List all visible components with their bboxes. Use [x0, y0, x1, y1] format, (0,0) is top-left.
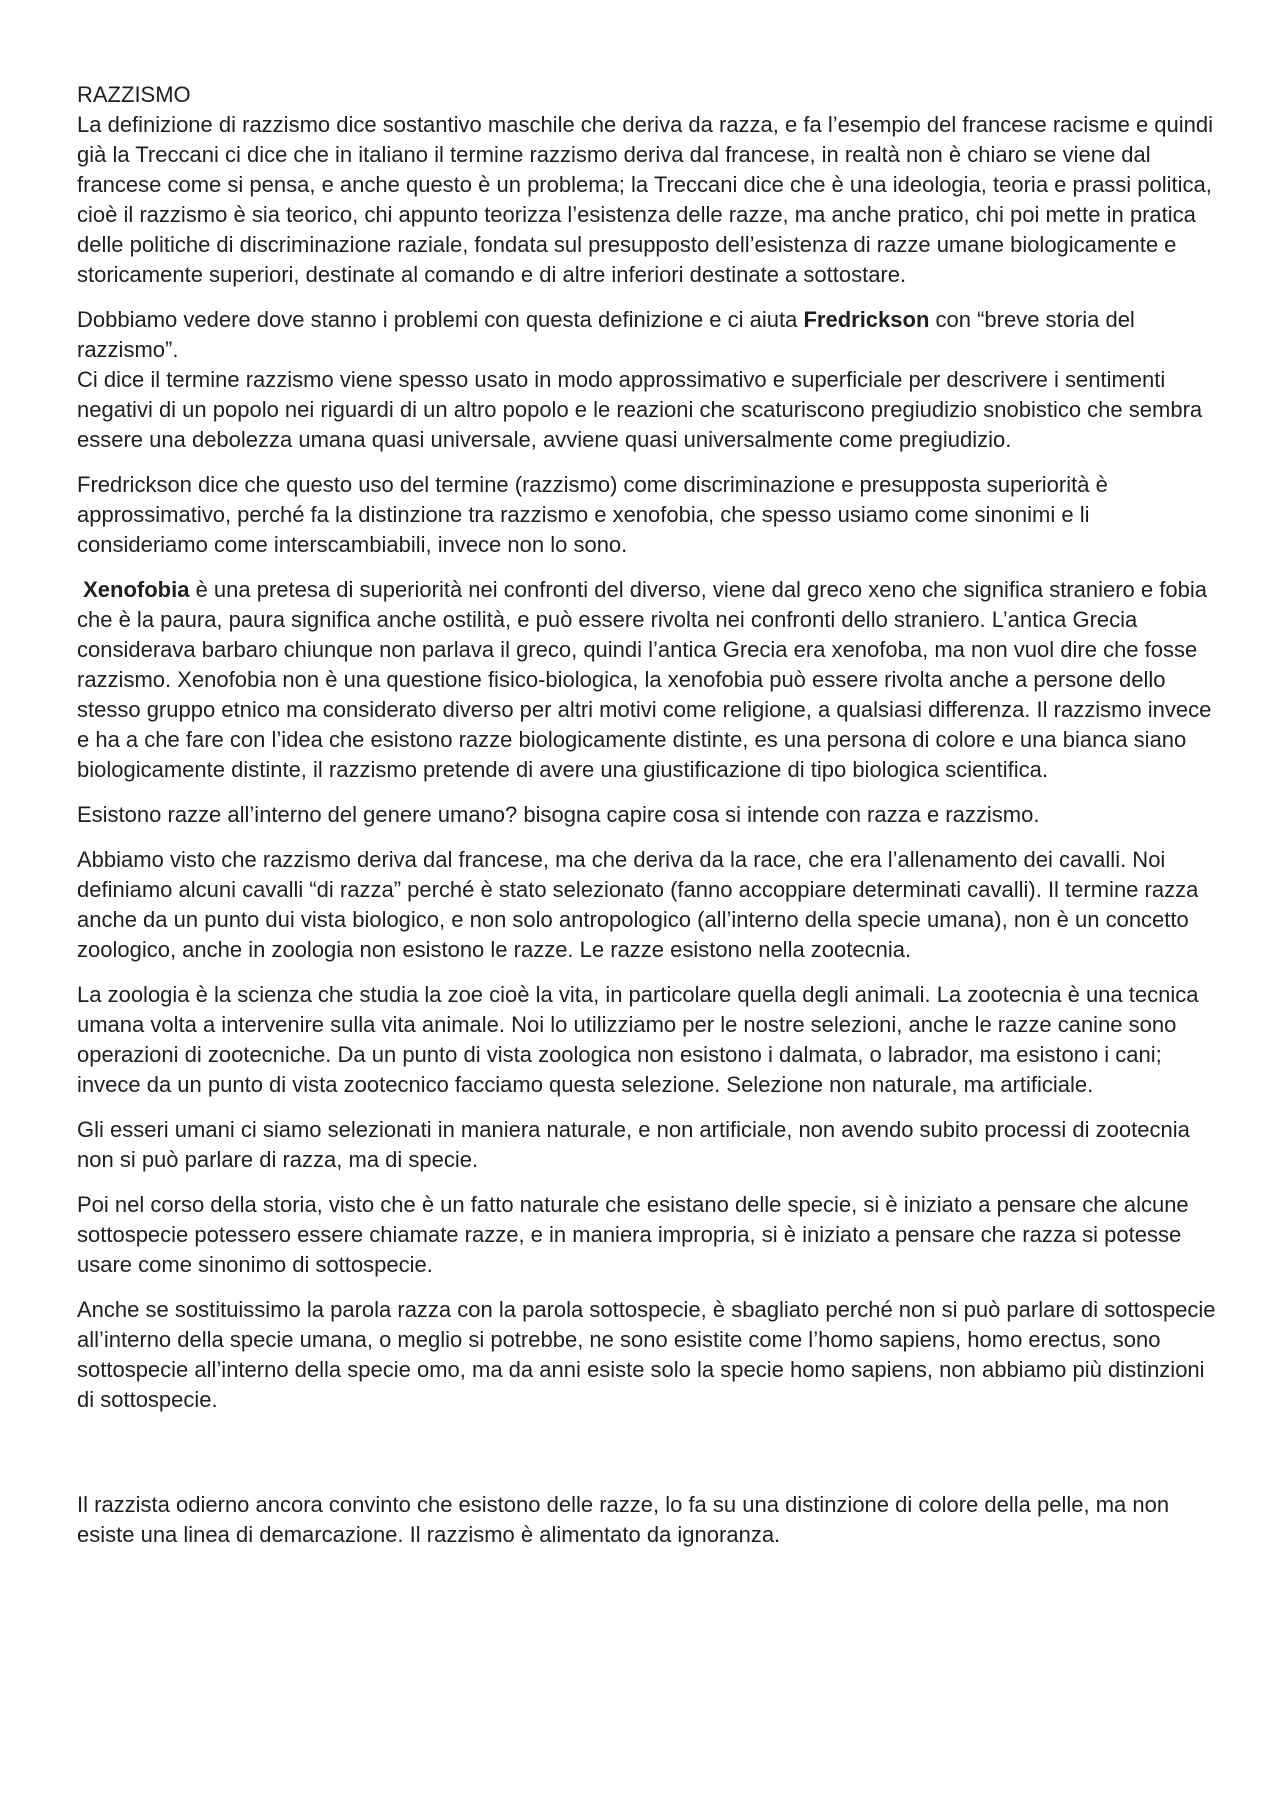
paragraph-fredrickson [77, 305, 1219, 455]
xenofobia-bold: Xenofobia [83, 577, 190, 602]
paragraph-race-origin: Abbiamo visto che razzismo deriva dal francese, ma che deriva da la race, che era l’allenamento dei cavalli. Noi definiamo alcuni cavalli “di razza” perché è stato selezionato (fanno accoppiare determinati cavalli). Il termine razza anche da un punto dui vista biologico, e non solo antropologico (all’interno della specie umana), non è un concetto zoologico, anche in zoologia non esistono le razze. Le razze esistono nella zootecnia. [77, 847, 1199, 962]
paragraph-definition: La definizione di razzismo dice sostantivo maschile che deriva da razza, e fa l’esempio del francese racisme e quindi già la Treccani ci dice che in italiano il termine razzismo deriva dal francese, in realtà non è chiaro se viene dal francese come si pensa, e anche questo è un problema; la Treccani dice che è una ideologia, teoria e prassi politica, cioè il razzismo è sia teorico, chi appunto teorizza l’esistenza delle razze, ma anche pratico, chi poi mette in pratica delle politiche di discriminazione raziale, fondata sul presupposto dell’esistenza di razze umane biologicamente e storicamente superiori, destinate al comando e di altre inferiori destinate a sottostare. [77, 112, 1214, 287]
fredrickson-bold: Fredrickson [803, 307, 930, 332]
paragraph-zoologia: La zoologia è la scienza che studia la zoe cioè la vita, in particolare quella degli animali. La zootecnia è una tecnica umana volta a intervenire sulla vita animale. Noi lo utilizziamo per le nostre selezioni, anche le razze canine sono operazioni di zootecniche. Da un punto di vista zoologica non esistono i dalmata, o labrador, ma esistono i cani; invece da un punto di vista zootecnico facciamo questa selezione. Selezione non naturale, ma artificiale. [77, 982, 1199, 1097]
paragraph-xenofobia-distinction: Fredrickson dice che questo uso del termine (razzismo) come discriminazione e presupposta superiorità è approssimativo, perché fa la distinzione tra razzismo e xenofobia, che spesso usiamo come sinonimi e li consideriamo come interscambiabili, invece non lo sono. [77, 472, 1108, 557]
paragraph-homo-sapiens: Anche se sostituissimo la parola razza con la parola sottospecie, è sbagliato perché non si può parlare di sottospecie all’interno della specie umana, o meglio si potrebbe, ne sono esistite come l’homo sapiens, homo erectus, sono sottospecie all’interno della specie omo, ma da anni esiste solo la specie homo sapiens, non abbiamo più distinzioni di sottospecie. [77, 1297, 1216, 1412]
paragraph-conclusion: Il razzista odierno ancora convinto che esistono delle razze, lo fa su una distinzione di colore della pelle, ma non esiste una linea di demarcazione. Il razzismo è alimentato da ignoranza. [77, 1492, 1170, 1547]
paragraph-xenofobia-text: è una pretesa di superiorità nei confronti del diverso, viene dal greco xeno che significa straniero e fobia che è la paura, paura significa anche ostilità, e può essere rivolta nei confronti dello straniero. L’antica Grecia considerava barbaro chiunque non parlava il greco, quindi l’antica Grecia era xenofoba, ma non vuol dire che fosse razzismo. Xenofobia non è una questione fisico-biologica, la xenofobia può essere rivolta anche a persone dello stesso gruppo etnico ma considerato diverso per altri motivi come religione, a qualsiasi differenza. Il razzismo invece e ha a che fare con l’idea che esistono razze biologicamente distinte, es una persona di colore e una bianca siano biologicamente distinte, il razzismo pretende di avere una giustificazione di tipo biologica scientifica. [77, 577, 1212, 782]
paragraph-xenofobia [77, 575, 1219, 785]
paragraph-sottospecie: Poi nel corso della storia, visto che è un fatto naturale che esistano delle specie, si è iniziato a pensare che alcune sottospecie potessero essere chiamate razze, e in maniera impropria, si è iniziato a pensare che razza si potesse usare come sinonimo di sottospecie. [77, 1192, 1189, 1277]
document-page [77, 80, 1219, 1565]
paragraph-fredrickson-text-before: Dobbiamo vedere dove stanno i problemi con questa definizione e ci aiuta [77, 307, 804, 332]
paragraph-fredrickson-text-after: con “breve storia del razzismo”. [77, 307, 1135, 362]
document-title: RAZZISMO [77, 82, 191, 107]
paragraph-question: Esistono razze all’interno del genere umano? bisogna capire cosa si intende con razza e razzismo. [77, 802, 1040, 827]
paragraph-selezione-naturale: Gli esseri umani ci siamo selezionati in maniera naturale, e non artificiale, non avendo subito processi di zootecnia non si può parlare di razza, ma di specie. [77, 1117, 1190, 1172]
blank-spacer [77, 1430, 1219, 1490]
paragraph-fredrickson-line2: Ci dice il termine razzismo viene spesso usato in modo approssimativo e superficiale per descrivere i sentimenti negativi di un popolo nei riguardi di un altro popolo e le reazioni che scaturiscono pregiudizio snobistico che sembra essere una debolezza umana quasi universale, avviene quasi universalmente come pregiudizio. [77, 367, 1203, 452]
